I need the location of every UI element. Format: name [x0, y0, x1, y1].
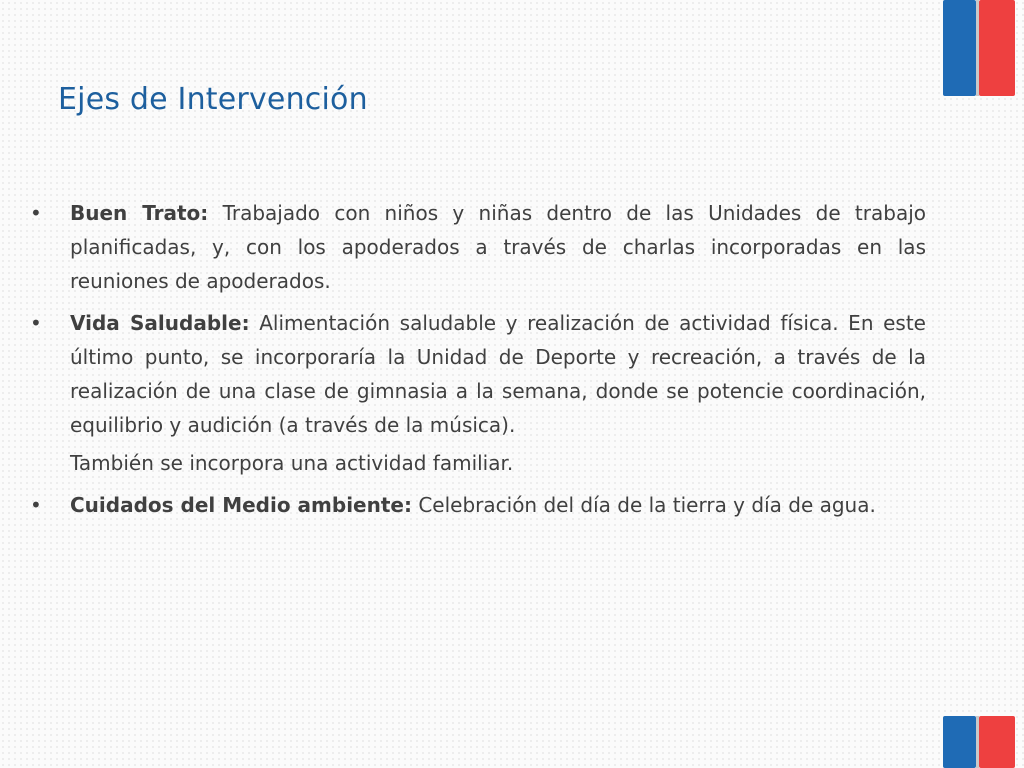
bullet-icon: •	[30, 311, 42, 335]
bullet-item-buen-trato	[30, 196, 926, 298]
flag-decoration-top	[943, 0, 1015, 96]
flag-blue-stripe	[943, 0, 976, 96]
bullet-icon: •	[30, 201, 42, 225]
flag-blue-stripe	[943, 716, 976, 768]
bullet-text: Celebración del día de la tierra y día de agua.	[411, 493, 876, 517]
flag-decoration-bottom	[943, 716, 1015, 768]
bullet-term: Buen Trato:	[70, 201, 209, 225]
bullet-icon: •	[30, 493, 42, 517]
bullet-item-vida-saludable	[30, 306, 926, 480]
bullet-term: Cuidados del Medio ambiente:	[70, 493, 412, 517]
bullet-text: Alimentación saludable y realización de actividad física. En este último punto, se incorporaría la Unidad de Deporte y recreación, a través de la realización de una clase de gimnasia a la semana, donde se potencie coordinación, equilibrio y audición (a través de la música).	[70, 311, 926, 437]
bullet-item-medio-ambiente	[30, 488, 926, 522]
flag-red-stripe	[979, 0, 1015, 96]
bullet-extra-text: También se incorpora una actividad familiar.	[70, 451, 514, 475]
slide-title: Ejes de Intervención	[58, 82, 368, 117]
bullet-term: Vida Saludable:	[70, 311, 250, 335]
flag-red-stripe	[979, 716, 1015, 768]
bullet-list	[30, 196, 926, 530]
bullet-text: Trabajado con niños y niñas dentro de las Unidades de trabajo planificadas, y, con los apoderados a través de charlas incorporadas en las reuniones de apoderados.	[70, 201, 926, 293]
